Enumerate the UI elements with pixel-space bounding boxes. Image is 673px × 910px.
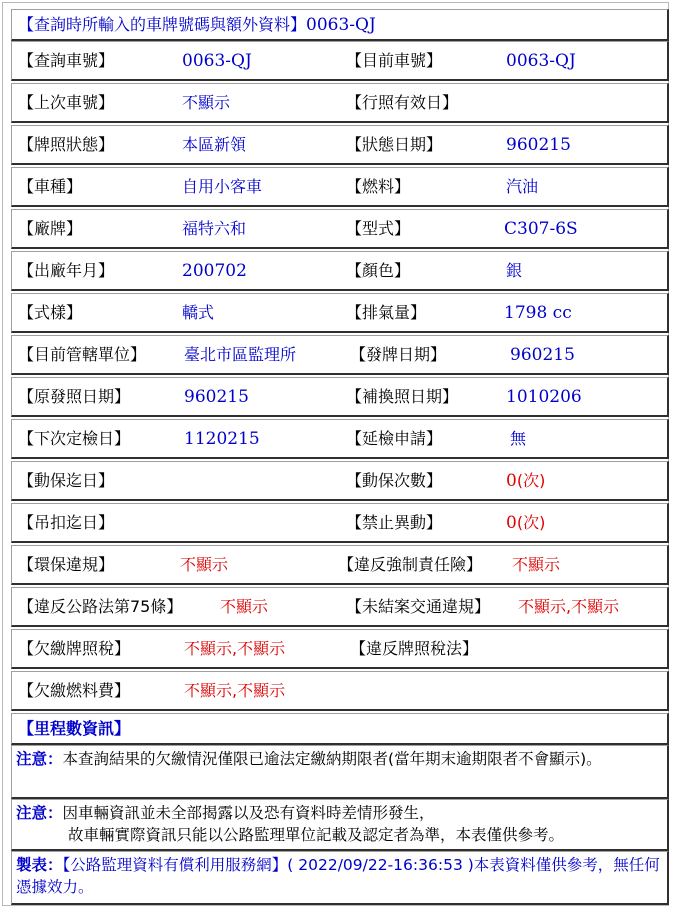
label-insurance-violation: 【違反強制責任險】 bbox=[338, 555, 483, 574]
label-unpaid-license-tax: 【欠繳牌照稅】 bbox=[18, 639, 131, 658]
transfer-ban-number: 0 bbox=[506, 513, 517, 533]
label-license-tax-violation: 【違反牌照稅法】 bbox=[350, 639, 479, 658]
label-vehicle-type: 【車種】 bbox=[18, 177, 83, 196]
value-highway-act-75: 不顯示 bbox=[220, 597, 269, 616]
label-manufacture-date: 【出廠年月】 bbox=[18, 261, 115, 280]
label-unresolved-traffic-violations: 【未結案交通違規】 bbox=[346, 597, 491, 616]
value-model: C307-6S bbox=[504, 219, 578, 239]
label-inspection-extension: 【延檢申請】 bbox=[346, 429, 443, 448]
note2-line2: 故車輛實際資訊只能以公路監理單位記載及認定者為準，本表僅供參考。 bbox=[68, 826, 565, 844]
value-environmental-violation: 不顯示 bbox=[180, 555, 229, 574]
value-fuel: 汽油 bbox=[506, 177, 539, 196]
label-plate-issue-date: 【發牌日期】 bbox=[350, 345, 447, 364]
transfer-ban-unit: (次) bbox=[516, 513, 546, 532]
row-license-dates bbox=[11, 377, 669, 417]
label-mortgage-end-date: 【動保迄日】 bbox=[18, 471, 115, 490]
value-manufacture-date: 200702 bbox=[182, 261, 247, 281]
vehicle-info-panel bbox=[2, 2, 669, 906]
label-reissue-date: 【補換照日期】 bbox=[346, 387, 459, 406]
value-color: 銀 bbox=[506, 261, 523, 280]
row-body-style bbox=[11, 293, 669, 333]
label-status-date: 【狀態日期】 bbox=[346, 135, 443, 154]
note2-label: 注意： bbox=[16, 804, 63, 822]
label-previous-plate: 【上次車號】 bbox=[18, 93, 115, 112]
label-transfer-ban: 【禁止異動】 bbox=[346, 513, 443, 532]
label-highway-act-75: 【違反公路法第75條】 bbox=[18, 597, 183, 616]
label-brand: 【廠牌】 bbox=[18, 219, 83, 238]
label-suspension-end-date: 【吊扣迄日】 bbox=[18, 513, 115, 532]
row-fuel-fee bbox=[11, 671, 669, 711]
label-current-plate: 【目前車號】 bbox=[346, 51, 443, 70]
label-mortgage-count: 【動保次數】 bbox=[346, 471, 443, 490]
label-jurisdiction: 【目前管轄單位】 bbox=[18, 345, 147, 364]
footer-timestamp: ( 2022/09/22-16:36:53 ) bbox=[287, 856, 474, 874]
row-plate-status bbox=[11, 125, 669, 165]
label-environmental-violation: 【環保違規】 bbox=[18, 555, 115, 574]
query-title-plate: 0063-QJ bbox=[306, 15, 376, 35]
footer-notice bbox=[11, 851, 669, 905]
row-violations-1 bbox=[11, 545, 669, 585]
value-body-style: 轎式 bbox=[182, 303, 215, 322]
row-manufacture-date bbox=[11, 251, 669, 291]
row-inspection bbox=[11, 419, 669, 459]
footer-tail: 本表資料僅供參考，無任何憑據效力。 bbox=[16, 856, 660, 896]
mortgage-count-number: 0 bbox=[506, 471, 517, 491]
label-next-inspection: 【下次定檢日】 bbox=[18, 429, 131, 448]
label-unpaid-fuel-fee: 【欠繳燃料費】 bbox=[18, 681, 131, 700]
value-unpaid-fuel-fee: 不顯示,不顯示 bbox=[184, 681, 286, 700]
value-plate-issue-date: 960215 bbox=[510, 345, 575, 365]
note-disclaimer bbox=[11, 799, 669, 851]
row-violations-2 bbox=[11, 587, 669, 627]
label-displacement: 【排氣量】 bbox=[346, 303, 427, 322]
row-suspension bbox=[11, 503, 669, 543]
row-jurisdiction bbox=[11, 335, 669, 375]
footer-label: 製表： bbox=[16, 856, 63, 874]
value-original-license-date: 960215 bbox=[184, 387, 249, 407]
value-reissue-date: 1010206 bbox=[506, 387, 582, 407]
value-plate-status: 本區新領 bbox=[182, 135, 247, 154]
value-inspection-extension: 無 bbox=[510, 429, 527, 448]
value-next-inspection: 1120215 bbox=[184, 429, 260, 449]
row-license-tax bbox=[11, 629, 669, 669]
value-unpaid-license-tax: 不顯示,不顯示 bbox=[184, 639, 286, 658]
value-mortgage-count bbox=[506, 462, 545, 500]
mileage-info-label: 【里程數資訊】 bbox=[18, 719, 131, 738]
row-brand bbox=[11, 209, 669, 249]
row-vehicle-type bbox=[11, 167, 669, 207]
value-displacement: 1798 cc bbox=[504, 303, 572, 323]
note1-text: 本查詢結果的欠繳情況僅限已逾法定繳納期限者(當年期末逾期限者不會顯示)。 bbox=[62, 750, 602, 768]
value-transfer-ban bbox=[506, 504, 545, 542]
label-original-license-date: 【原發照日期】 bbox=[18, 387, 131, 406]
note1-label: 注意： bbox=[16, 750, 63, 768]
mileage-info-bar bbox=[11, 713, 669, 745]
query-title-bar bbox=[11, 9, 669, 41]
label-body-style: 【式樣】 bbox=[18, 303, 83, 322]
label-fuel: 【燃料】 bbox=[346, 177, 411, 196]
value-previous-plate: 不顯示 bbox=[182, 93, 231, 112]
row-previous-plate bbox=[11, 83, 669, 123]
value-current-plate: 0063-QJ bbox=[506, 51, 576, 71]
label-license-valid-date: 【行照有效日】 bbox=[346, 93, 459, 112]
mortgage-count-unit: (次) bbox=[516, 471, 546, 490]
value-jurisdiction: 臺北市區監理所 bbox=[184, 345, 297, 364]
value-insurance-violation: 不顯示 bbox=[512, 555, 561, 574]
value-vehicle-type: 自用小客車 bbox=[182, 177, 263, 196]
value-query-plate: 0063-QJ bbox=[182, 51, 252, 71]
row-chattel-mortgage bbox=[11, 461, 669, 501]
value-status-date: 960215 bbox=[506, 135, 571, 155]
value-brand: 福特六和 bbox=[182, 219, 247, 238]
label-model: 【型式】 bbox=[346, 219, 411, 238]
note2-line1: 因車輛資訊並未全部揭露以及恐有資料時差情形發生， bbox=[62, 804, 435, 822]
value-unresolved-traffic-violations: 不顯示,不顯示 bbox=[518, 597, 620, 616]
footer-service-name: 【公路監理資料有償利用服務網】 bbox=[62, 856, 288, 874]
query-title-label: 【查詢時所輸入的車牌號碼與額外資料】 bbox=[18, 15, 307, 34]
label-query-plate: 【查詢車號】 bbox=[18, 51, 115, 70]
label-plate-status: 【牌照狀態】 bbox=[18, 135, 115, 154]
note-overdue bbox=[11, 745, 669, 799]
label-color: 【顏色】 bbox=[346, 261, 411, 280]
row-plate-numbers bbox=[11, 41, 669, 81]
